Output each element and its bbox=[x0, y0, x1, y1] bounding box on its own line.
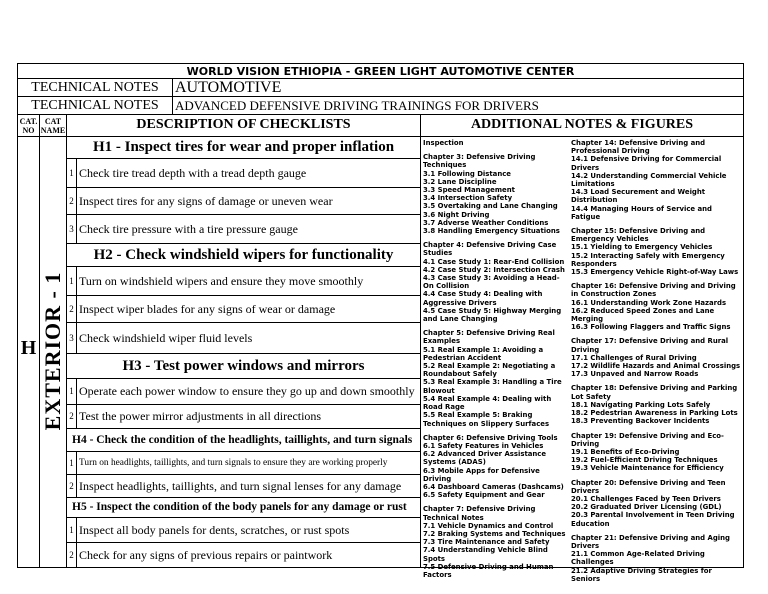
item-number: 2 bbox=[66, 404, 77, 429]
note-line: 3.1 Following Distance bbox=[423, 169, 511, 178]
note-line: Chapter 7: Defensive Driving Technical Notes bbox=[423, 505, 536, 522]
item-number: 3 bbox=[66, 322, 77, 354]
description-header: DESCRIPTION OF CHECKLISTS bbox=[66, 114, 421, 137]
note-line: 6.5 Safety Equipment and Gear bbox=[423, 491, 545, 500]
note-line: 17.3 Unpaved and Narrow Roads bbox=[571, 370, 699, 379]
item-number: 2 bbox=[66, 187, 77, 215]
notes-left-column bbox=[423, 139, 569, 579]
note-line: 14.1 Defensive Driving for Commercial Drivers bbox=[571, 155, 722, 172]
checklist-item: Test the power mirror adjustments in all directions bbox=[76, 404, 421, 429]
note-line: 4.5 Case Study 5: Highway Merging and Lane Changing bbox=[423, 306, 562, 324]
checklist-item: Check for any signs of previous repairs or paintwork bbox=[76, 542, 421, 568]
note-line: Chapter 3: Defensive Driving Techniques bbox=[423, 153, 536, 170]
checklist-item: Turn on windshield wipers and ensure they move smoothly bbox=[76, 266, 421, 296]
note-line: 20.2 Graduated Driver Licensing (GDL) bbox=[571, 503, 722, 512]
note-line: 3.2 Lane Discipline bbox=[423, 177, 497, 186]
item-number: 1 bbox=[66, 378, 77, 405]
section-h1-title: H1 - Inspect tires for wear and proper inflation bbox=[66, 136, 421, 159]
note-line: Chapter 16: Defensive Driving and Driving in Construction Zones bbox=[571, 282, 736, 299]
note-line: 5.5 Real Example 5: Braking Techniques on Slippery Surfaces bbox=[423, 411, 550, 428]
note-line: 7.2 Braking Systems and Techniques bbox=[423, 529, 566, 538]
item-number: 1 bbox=[66, 517, 77, 543]
note-line: 6.1 Safety Features in Vehicles bbox=[423, 441, 544, 450]
note-line: 7.5 Defensive Driving and Human Factors bbox=[423, 562, 554, 579]
checklist-item: Inspect wiper blades for any signs of wear or damage bbox=[76, 295, 421, 323]
note-line: 18.2 Pedestrian Awareness in Parking Lots bbox=[571, 409, 738, 418]
note-line: 4.4 Case Study 4: Dealing with Aggressive Drivers bbox=[423, 290, 543, 307]
technical-notes-label-1: TECHNICAL NOTES bbox=[17, 78, 173, 97]
note-line: 4.3 Case Study 3: Avoiding a Head-On Collision bbox=[423, 274, 560, 291]
technical-notes-value-1: AUTOMOTIVE bbox=[172, 78, 744, 97]
note-line: 19.1 Benefits of Eco-Driving bbox=[571, 447, 680, 456]
note-line: 4.1 Case Study 1: Rear-End Collision bbox=[423, 257, 565, 266]
note-line: 3.6 Night Driving bbox=[423, 210, 490, 219]
note-line: 5.3 Real Example 3: Handling a Tire Blowout bbox=[423, 378, 562, 395]
checklist-item: Turn on headlights, taillights, and turn signals to ensure they are working properly bbox=[76, 451, 421, 475]
category-letter-cell bbox=[17, 136, 40, 568]
cat-name-header: CAT NAME bbox=[39, 114, 67, 137]
note-line: 17.2 Wildlife Hazards and Animal Crossings bbox=[571, 362, 741, 371]
section-h5-title: H5 - Inspect the condition of the body panels for any damage or rust bbox=[66, 497, 421, 518]
checklist-item: Inspect headlights, taillights, and turn signal lenses for any damage bbox=[76, 474, 421, 498]
note-line: 18.1 Navigating Parking Lots Safely bbox=[571, 400, 711, 409]
note-line: Chapter 20: Defensive Driving and Teen Drivers bbox=[571, 478, 726, 495]
item-number: 1 bbox=[66, 451, 77, 475]
category-name: EXTERIOR - 1 bbox=[40, 271, 65, 431]
section-h3-title: H3 - Test power windows and mirrors bbox=[66, 353, 421, 379]
note-line: Inspection bbox=[423, 139, 464, 147]
note-line: 5.1 Real Example 1: Avoiding a Pedestrian Accident bbox=[423, 345, 544, 362]
technical-notes-label-2: TECHNICAL NOTES bbox=[17, 96, 173, 115]
note-line: Chapter 17: Defensive Driving and Rural Driving bbox=[571, 337, 729, 354]
note-line: 4.2 Case Study 2: Intersection Crash bbox=[423, 265, 565, 274]
note-line: 15.3 Emergency Vehicle Right-of-Way Laws bbox=[571, 268, 739, 277]
note-line: 5.4 Real Example 4: Dealing with Road Rage bbox=[423, 394, 552, 412]
note-line: 6.4 Dashboard Cameras (Dashcams) bbox=[423, 482, 564, 491]
item-number: 1 bbox=[66, 158, 77, 188]
item-number: 2 bbox=[66, 474, 77, 498]
note-line: 16.2 Reduced Speed Zones and Lane Merging bbox=[571, 306, 715, 324]
item-number: 2 bbox=[66, 295, 77, 323]
note-line: 3.5 Overtaking and Lane Changing bbox=[423, 202, 558, 211]
checklist-item: Inspect tires for any signs of damage or uneven wear bbox=[76, 187, 421, 215]
note-line: Chapter 21: Defensive Driving and Aging Drivers bbox=[571, 533, 730, 550]
checklist-item: Check tire tread depth with a tread depth gauge bbox=[76, 158, 421, 188]
note-line: 5.2 Real Example 2: Negotiating a Roundabout Safely bbox=[423, 362, 556, 379]
note-line: 14.2 Understanding Commercial Vehicle Limitations bbox=[571, 171, 727, 189]
checklist-item: Check tire pressure with a tire pressure gauge bbox=[76, 214, 421, 244]
note-line: Chapter 4: Defensive Driving Case Studies bbox=[423, 241, 557, 258]
note-line: 21.1 Common Age-Related Driving Challenges bbox=[571, 550, 705, 567]
document-title: WORLD VISION ETHIOPIA - GREEN LIGHT AUTOMOTIVE CENTER bbox=[17, 63, 744, 79]
checklist-item: Operate each power window to ensure they go up and down smoothly bbox=[76, 378, 421, 405]
note-line: 15.1 Yielding to Emergency Vehicles bbox=[571, 243, 713, 252]
note-line: 3.7 Adverse Weather Conditions bbox=[423, 218, 549, 227]
note-line: 3.4 Intersection Safety bbox=[423, 194, 513, 203]
note-line: 7.1 Vehicle Dynamics and Control bbox=[423, 521, 554, 530]
notes-column bbox=[420, 136, 744, 583]
checklist-item: Inspect all body panels for dents, scratches, or rust spots bbox=[76, 517, 421, 543]
note-line: 20.3 Parental Involvement in Teen Driving Education bbox=[571, 511, 735, 528]
category-name-cell bbox=[39, 136, 67, 568]
notes-header: ADDITIONAL NOTES & FIGURES bbox=[420, 114, 744, 137]
note-line: 19.2 Fuel-Efficient Driving Techniques bbox=[571, 456, 718, 465]
note-line: Chapter 14: Defensive Driving and Professional Driving bbox=[571, 139, 706, 156]
note-line: 16.1 Understanding Work Zone Hazards bbox=[571, 298, 727, 307]
technical-notes-value-2: ADVANCED DEFENSIVE DRIVING TRAININGS FOR DRIVERS bbox=[172, 96, 744, 115]
checklist-item: Check windshield wiper fluid levels bbox=[76, 322, 421, 354]
note-line: 3.3 Speed Management bbox=[423, 186, 515, 195]
section-h2-title: H2 - Check windshield wipers for functionality bbox=[66, 243, 421, 267]
note-line: 6.2 Advanced Driver Assistance Systems (ADAS) bbox=[423, 450, 547, 467]
item-number: 1 bbox=[66, 266, 77, 296]
note-line: Chapter 6: Defensive Driving Tools bbox=[423, 433, 558, 442]
note-line: 14.3 Load Securement and Weight Distribution bbox=[571, 188, 706, 205]
note-line: 7.4 Understanding Vehicle Blind Spots bbox=[423, 546, 548, 563]
section-h4-title: H4 - Check the condition of the headlights, taillights, and turn signals bbox=[66, 428, 421, 452]
category-letter: H bbox=[20, 337, 37, 359]
note-line: 17.1 Challenges of Rural Driving bbox=[571, 353, 697, 362]
note-line: 3.8 Handling Emergency Situations bbox=[423, 227, 560, 236]
note-line: 14.4 Managing Hours of Service and Fatigue bbox=[571, 204, 712, 221]
note-line: Chapter 5: Defensive Driving Real Examples bbox=[423, 329, 555, 346]
note-line: 7.3 Tire Maintenance and Safety bbox=[423, 538, 550, 547]
note-line: 20.1 Challenges Faced by Teen Drivers bbox=[571, 494, 721, 503]
item-number: 2 bbox=[66, 542, 77, 568]
notes-right-column bbox=[571, 139, 743, 583]
note-line: 19.3 Vehicle Maintenance for Efficiency bbox=[571, 464, 724, 473]
note-line: 21.2 Adaptive Driving Strategies for Seniors bbox=[571, 566, 712, 583]
item-number: 3 bbox=[66, 214, 77, 244]
note-line: Chapter 15: Defensive Driving and Emergency Vehicles bbox=[571, 227, 706, 244]
cat-no-header: CAT. NO bbox=[17, 114, 40, 137]
note-line: 18.3 Preventing Backover Incidents bbox=[571, 417, 710, 426]
note-line: 6.3 Mobile Apps for Defensive Driving bbox=[423, 466, 540, 483]
note-line: 16.3 Following Flaggers and Traffic Signs bbox=[571, 323, 731, 332]
note-line: 15.2 Interacting Safely with Emergency Responders bbox=[571, 251, 725, 268]
note-line: Chapter 18: Defensive Driving and Parking Lot Safety bbox=[571, 384, 738, 401]
note-line: Chapter 19: Defensive Driving and Eco-Driving bbox=[571, 431, 724, 448]
